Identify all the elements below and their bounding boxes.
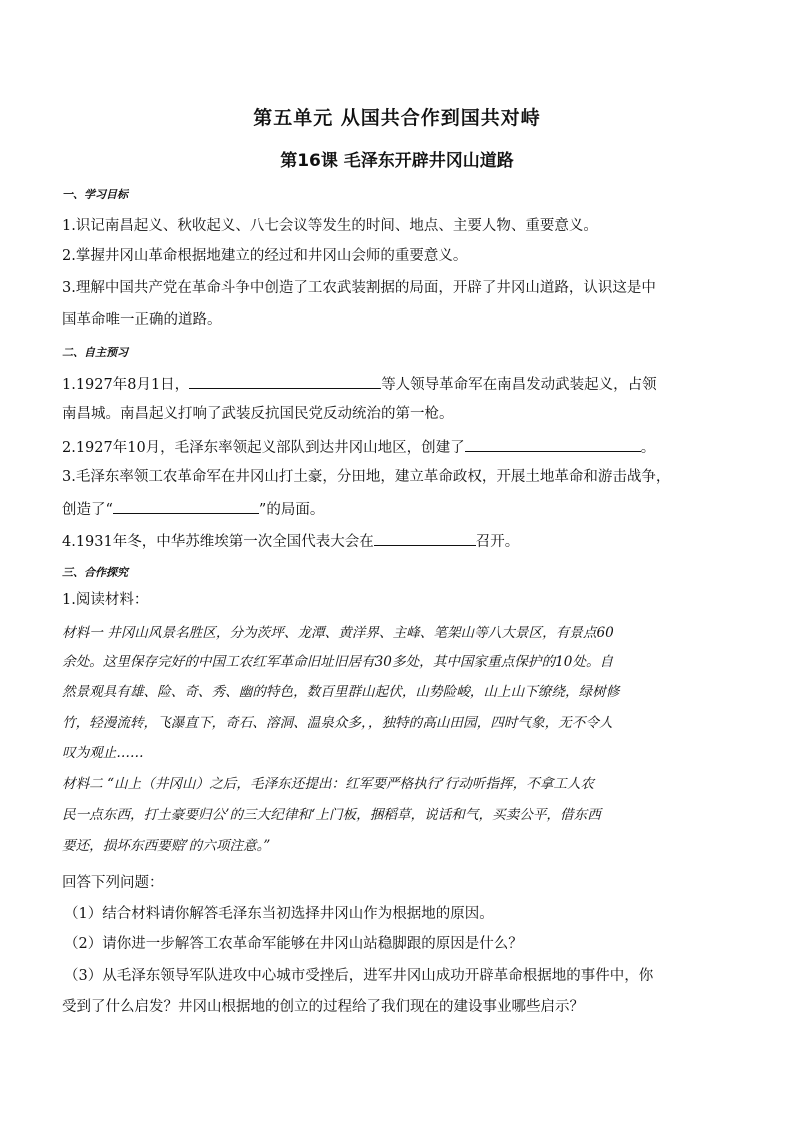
fill-blank-3[interactable]: [113, 498, 259, 514]
preview-question-1-continued: 南昌城。南昌起义打响了武装反抗国民党反动统治的第一枪。: [62, 406, 454, 422]
section-heading-inquiry: 三、合作探究: [62, 566, 128, 579]
preview-question-3-continued: [62, 498, 324, 520]
material-one-line: 余处。这里保存完好的中国工农红军革命旧址旧居有30多处，其中国家重点保护的10处。自: [62, 654, 614, 670]
objective-item: 3.理解中国共产党在革命斗争中创造了工农武装割据的局面，开辟了井冈山道路，认识这是中: [62, 280, 656, 296]
material-two-line: 材料二 “山上（井冈山）之后，毛泽东还提出：红军要严格执行‘行动听指挥，不拿工人农: [62, 776, 595, 792]
question-text: 创造了“: [62, 502, 113, 518]
material-one-line: 叹为观止……: [62, 745, 144, 761]
material-two-line: 要还，损坏东西要赔’的六项注意。”: [62, 838, 271, 854]
read-material-label: 1.阅读材料：: [62, 592, 149, 608]
material-one-line: 材料一 井冈山风景名胜区，分为茨坪、龙潭、黄洋界、主峰、笔架山等八大景区，有景点60: [62, 625, 614, 641]
question-text: 。: [640, 440, 656, 456]
material-one-line: 然景观具有雄、险、奇、秀、幽的特色，数百里群山起伏，山势险峻，山上山下缭绕，绿树修: [62, 684, 620, 700]
inquiry-question-3: （3）从毛泽东领导军队进攻中心城市受挫后，进军井冈山成功开辟革命根据地的事件中，你: [64, 968, 654, 984]
section-heading-preview: 二、自主预习: [62, 346, 128, 359]
inquiry-question-2: （2）请你进一步解答工农革命军能够在井冈山站稳脚跟的原因是什么？: [64, 936, 523, 952]
preview-question-4: [62, 530, 519, 552]
answer-prompt: 回答下列问题：: [62, 875, 164, 891]
inquiry-question-3-continued: 受到了什么启发？井冈山根据地的创立的过程给了我们现在的建设事业哪些启示？: [62, 999, 584, 1015]
preview-question-2: [62, 436, 655, 458]
objective-item-continued: 国革命唯一正确的道路。: [62, 312, 222, 328]
fill-blank-1[interactable]: [189, 373, 381, 389]
question-text: 4.1931年冬，中华苏维埃第一次全国代表大会在: [62, 534, 374, 550]
question-text: 1.1927年8月1日，: [62, 377, 190, 393]
question-text: 等人领导革命军在南昌发动武装起义，占领: [381, 377, 657, 393]
section-heading-objectives: 一、学习目标: [62, 188, 128, 201]
material-one-line: 竹，轻漫流转，飞瀑直下，奇石、溶洞、温泉众多，，独特的高山田园，四时气象，无不令人: [62, 715, 613, 731]
material-two-line: 民一点东西，打土豪要归公’的三大纪律和‘上门板，捆稻草，说话和气，买卖公平，借东西: [62, 807, 601, 823]
question-text: ”的局面。: [258, 502, 325, 518]
fill-blank-2[interactable]: [465, 436, 641, 452]
preview-question-1: [62, 373, 657, 395]
preview-question-3: 3.毛泽东率领工农革命军在井冈山打土豪，分田地，建立革命政权，开展土地革命和游击战争，: [62, 469, 671, 485]
unit-title: 第五单元 从国共合作到国共对峙: [253, 107, 541, 129]
objective-item: 2.掌握井冈山革命根据地建立的经过和井冈山会师的重要意义。: [62, 248, 468, 264]
inquiry-question-1: （1）结合材料请你解答毛泽东当初选择井冈山作为根据地的原因。: [64, 906, 494, 922]
question-text: 召开。: [475, 534, 520, 550]
objective-item: 1.识记南昌起义、秋收起义、八七会议等发生的时间、地点、主要人物、重要意义。: [62, 218, 598, 234]
lesson-title: 第16课 毛泽东开辟井冈山道路: [280, 151, 514, 171]
question-text: 2.1927年10月，毛泽东率领起义部队到达井冈山地区，创建了: [62, 440, 465, 456]
fill-blank-4[interactable]: [374, 530, 476, 546]
